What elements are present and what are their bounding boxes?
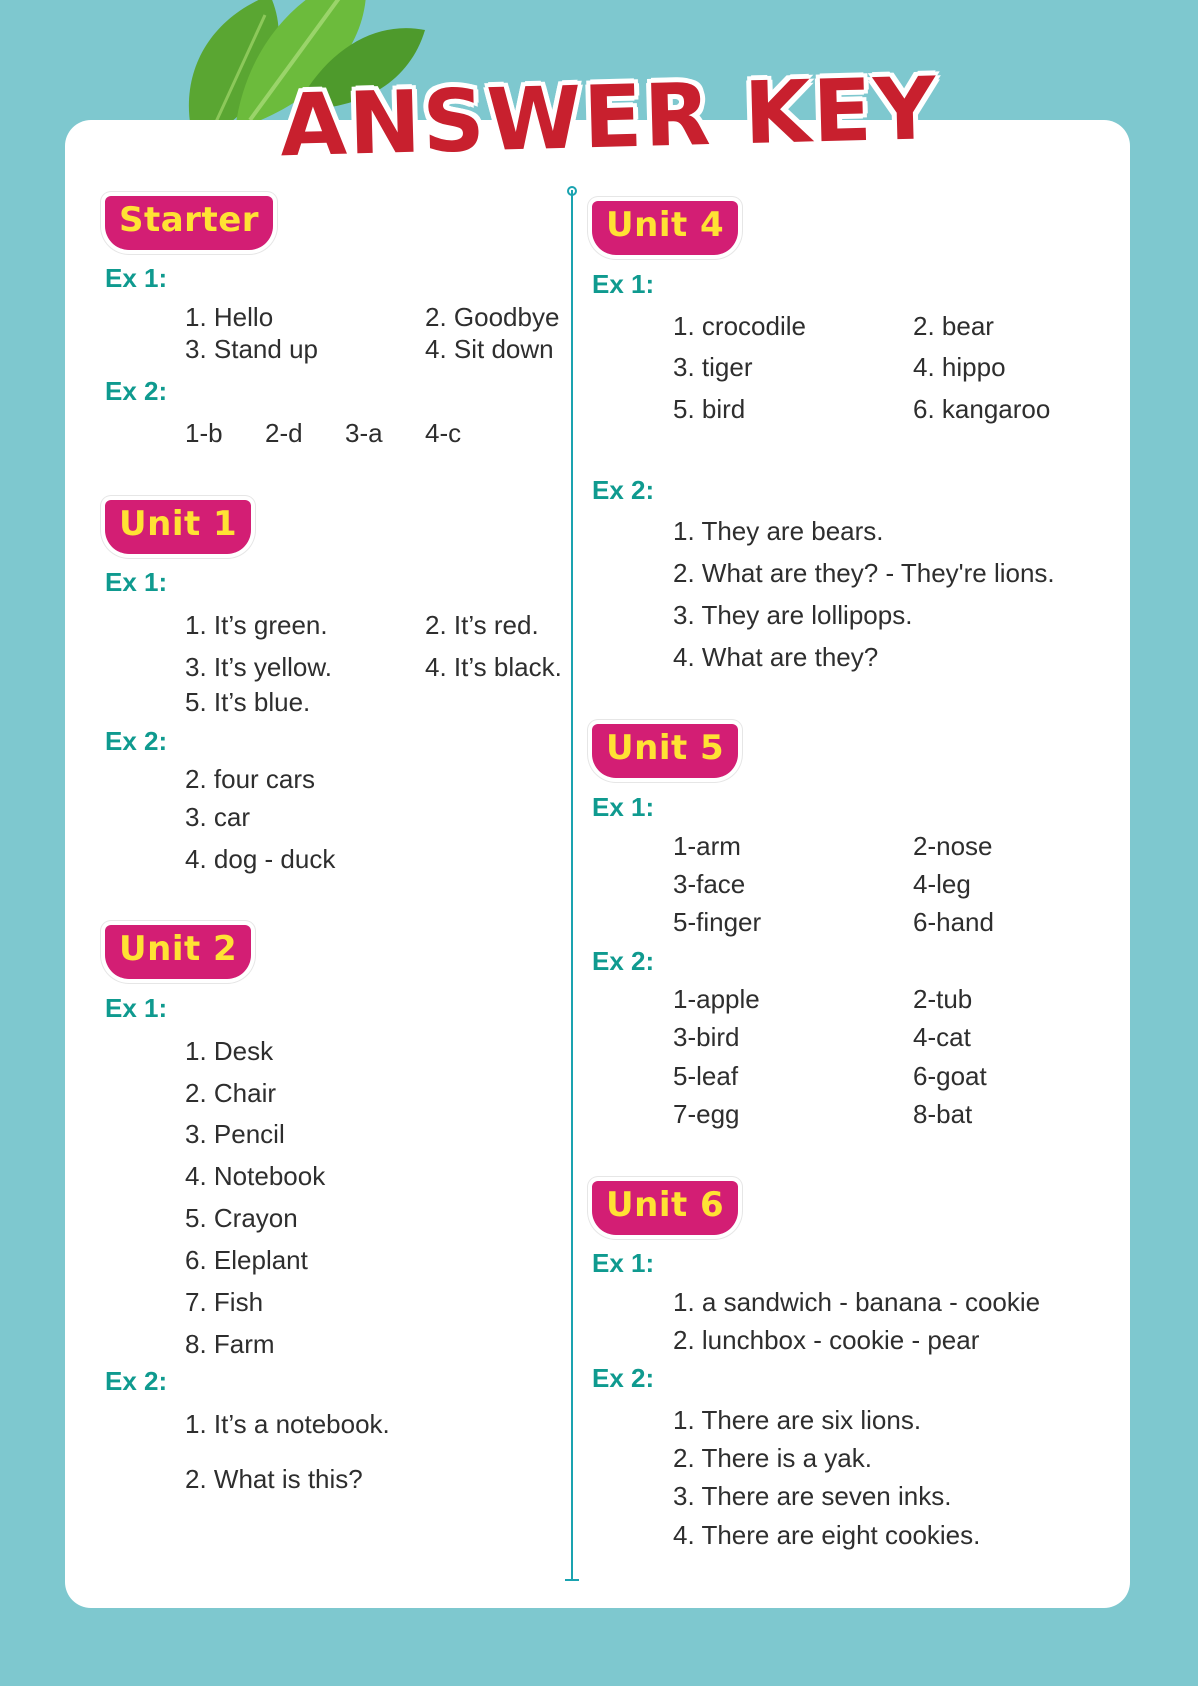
unit5-ex1-answer: 3-face: [673, 869, 746, 899]
unit6-ex2-answer: 2. There is a yak.: [673, 1443, 872, 1473]
column-divider: [571, 190, 573, 1580]
starter-ex1-answer: 2. Goodbye: [425, 302, 560, 332]
unit5-ex2-answer: 3-bird: [673, 1022, 740, 1052]
unit2-ex1-answer: 3. Pencil: [185, 1119, 285, 1149]
badge-unit-4: Unit 4: [592, 201, 738, 255]
unit6-ex2-label: Ex 2:: [592, 1363, 655, 1393]
unit4-ex2-label: Ex 2:: [592, 475, 655, 505]
unit5-ex2-answer: 8-bat: [913, 1099, 973, 1129]
unit4-ex1-answer: 5. bird: [673, 394, 746, 424]
unit5-ex2-label: Ex 2:: [592, 946, 655, 976]
unit4-ex2-answer: 2. What are they? - They're lions.: [673, 558, 1055, 588]
unit2-ex1-answer: 4. Notebook: [185, 1161, 326, 1191]
unit2-ex1-label: Ex 1:: [105, 993, 168, 1023]
starter-ex1-answer: 3. Stand up: [185, 334, 318, 364]
unit2-ex2-answer: 1. It’s a notebook.: [185, 1409, 390, 1439]
unit5-ex2-answer: 4-cat: [913, 1022, 971, 1052]
unit4-ex2-answer: 1. They are bears.: [673, 516, 884, 546]
unit1-ex1-answer: 4. It’s black.: [425, 652, 562, 682]
unit6-ex2-answer: 3. There are seven inks.: [673, 1481, 952, 1511]
unit4-ex2-answer: 4. What are they?: [673, 642, 879, 672]
starter-ex1-answer: 4. Sit down: [425, 334, 554, 364]
unit4-ex1-answer: 3. tiger: [673, 352, 753, 382]
unit5-ex1-answer: 5-finger: [673, 907, 762, 937]
starter-ex1-answer: 1. Hello: [185, 302, 274, 332]
starter-ex2-answer: 1-b: [185, 418, 223, 448]
unit5-ex2-answer: 6-goat: [913, 1061, 987, 1091]
unit4-ex1-label: Ex 1:: [592, 269, 655, 299]
unit2-ex1-answer: 2. Chair: [185, 1078, 277, 1108]
page-title: ANSWER KEY: [278, 59, 940, 177]
unit2-ex1-answer: 8. Farm: [185, 1329, 275, 1359]
starter-ex2-answer: 2-d: [265, 418, 303, 448]
unit5-ex2-answer: 7-egg: [673, 1099, 740, 1129]
unit2-ex2-answer: 2. What is this?: [185, 1464, 363, 1494]
badge-unit-1: Unit 1: [105, 500, 251, 554]
unit1-ex2-answer: 3. car: [185, 802, 251, 832]
unit2-ex1-answer: 7. Fish: [185, 1287, 264, 1317]
unit6-ex2-answer: 4. There are eight cookies.: [673, 1520, 981, 1550]
unit5-ex2-answer: 2-tub: [913, 984, 973, 1014]
starter-ex2-label: Ex 2:: [105, 376, 168, 406]
unit4-ex1-answer: 2. bear: [913, 311, 994, 341]
unit2-ex2-label: Ex 2:: [105, 1366, 168, 1396]
unit1-ex1-answer: 3. It’s yellow.: [185, 652, 332, 682]
starter-ex1-label: Ex 1:: [105, 263, 168, 293]
unit6-ex1-answer: 1. a sandwich - banana - cookie: [673, 1287, 1041, 1317]
unit5-ex1-answer: 4-leg: [913, 869, 971, 899]
unit6-ex1-answer: 2. lunchbox - cookie - pear: [673, 1325, 980, 1355]
badge-unit-6: Unit 6: [592, 1181, 738, 1235]
unit2-ex1-answer: 6. Eleplant: [185, 1245, 308, 1275]
unit6-ex2-answer: 1. There are six lions.: [673, 1405, 922, 1435]
badge-unit-5: Unit 5: [592, 724, 738, 778]
starter-ex2-answer: 4-c: [425, 418, 462, 448]
unit4-ex2-answer: 3. They are lollipops.: [673, 600, 913, 630]
unit4-ex1-answer: 6. kangaroo: [913, 394, 1051, 424]
unit2-ex1-answer: 5. Crayon: [185, 1203, 298, 1233]
badge-unit-2: Unit 2: [105, 925, 251, 979]
divider-bottom-cap: [565, 1579, 579, 1581]
unit1-ex1-answer: 5. It’s blue.: [185, 687, 311, 717]
unit2-ex1-answer: 1. Desk: [185, 1036, 274, 1066]
unit1-ex1-answer: 1. It’s green.: [185, 610, 328, 640]
unit1-ex1-answer: 2. It’s red.: [425, 610, 539, 640]
unit5-ex1-answer: 2-nose: [913, 831, 993, 861]
unit1-ex1-label: Ex 1:: [105, 567, 168, 597]
unit5-ex1-label: Ex 1:: [592, 792, 655, 822]
unit1-ex2-answer: 2. four cars: [185, 764, 316, 794]
unit5-ex2-answer: 5-leaf: [673, 1061, 739, 1091]
unit1-ex2-answer: 4. dog - duck: [185, 844, 336, 874]
unit5-ex2-answer: 1-apple: [673, 984, 760, 1014]
badge-starter: Starter: [105, 196, 273, 250]
unit1-ex2-label: Ex 2:: [105, 726, 168, 756]
unit6-ex1-label: Ex 1:: [592, 1248, 655, 1278]
unit5-ex1-answer: 6-hand: [913, 907, 994, 937]
unit5-ex1-answer: 1-arm: [673, 831, 741, 861]
unit4-ex1-answer: 4. hippo: [913, 352, 1006, 382]
starter-ex2-answer: 3-a: [345, 418, 383, 448]
unit4-ex1-answer: 1. crocodile: [673, 311, 806, 341]
